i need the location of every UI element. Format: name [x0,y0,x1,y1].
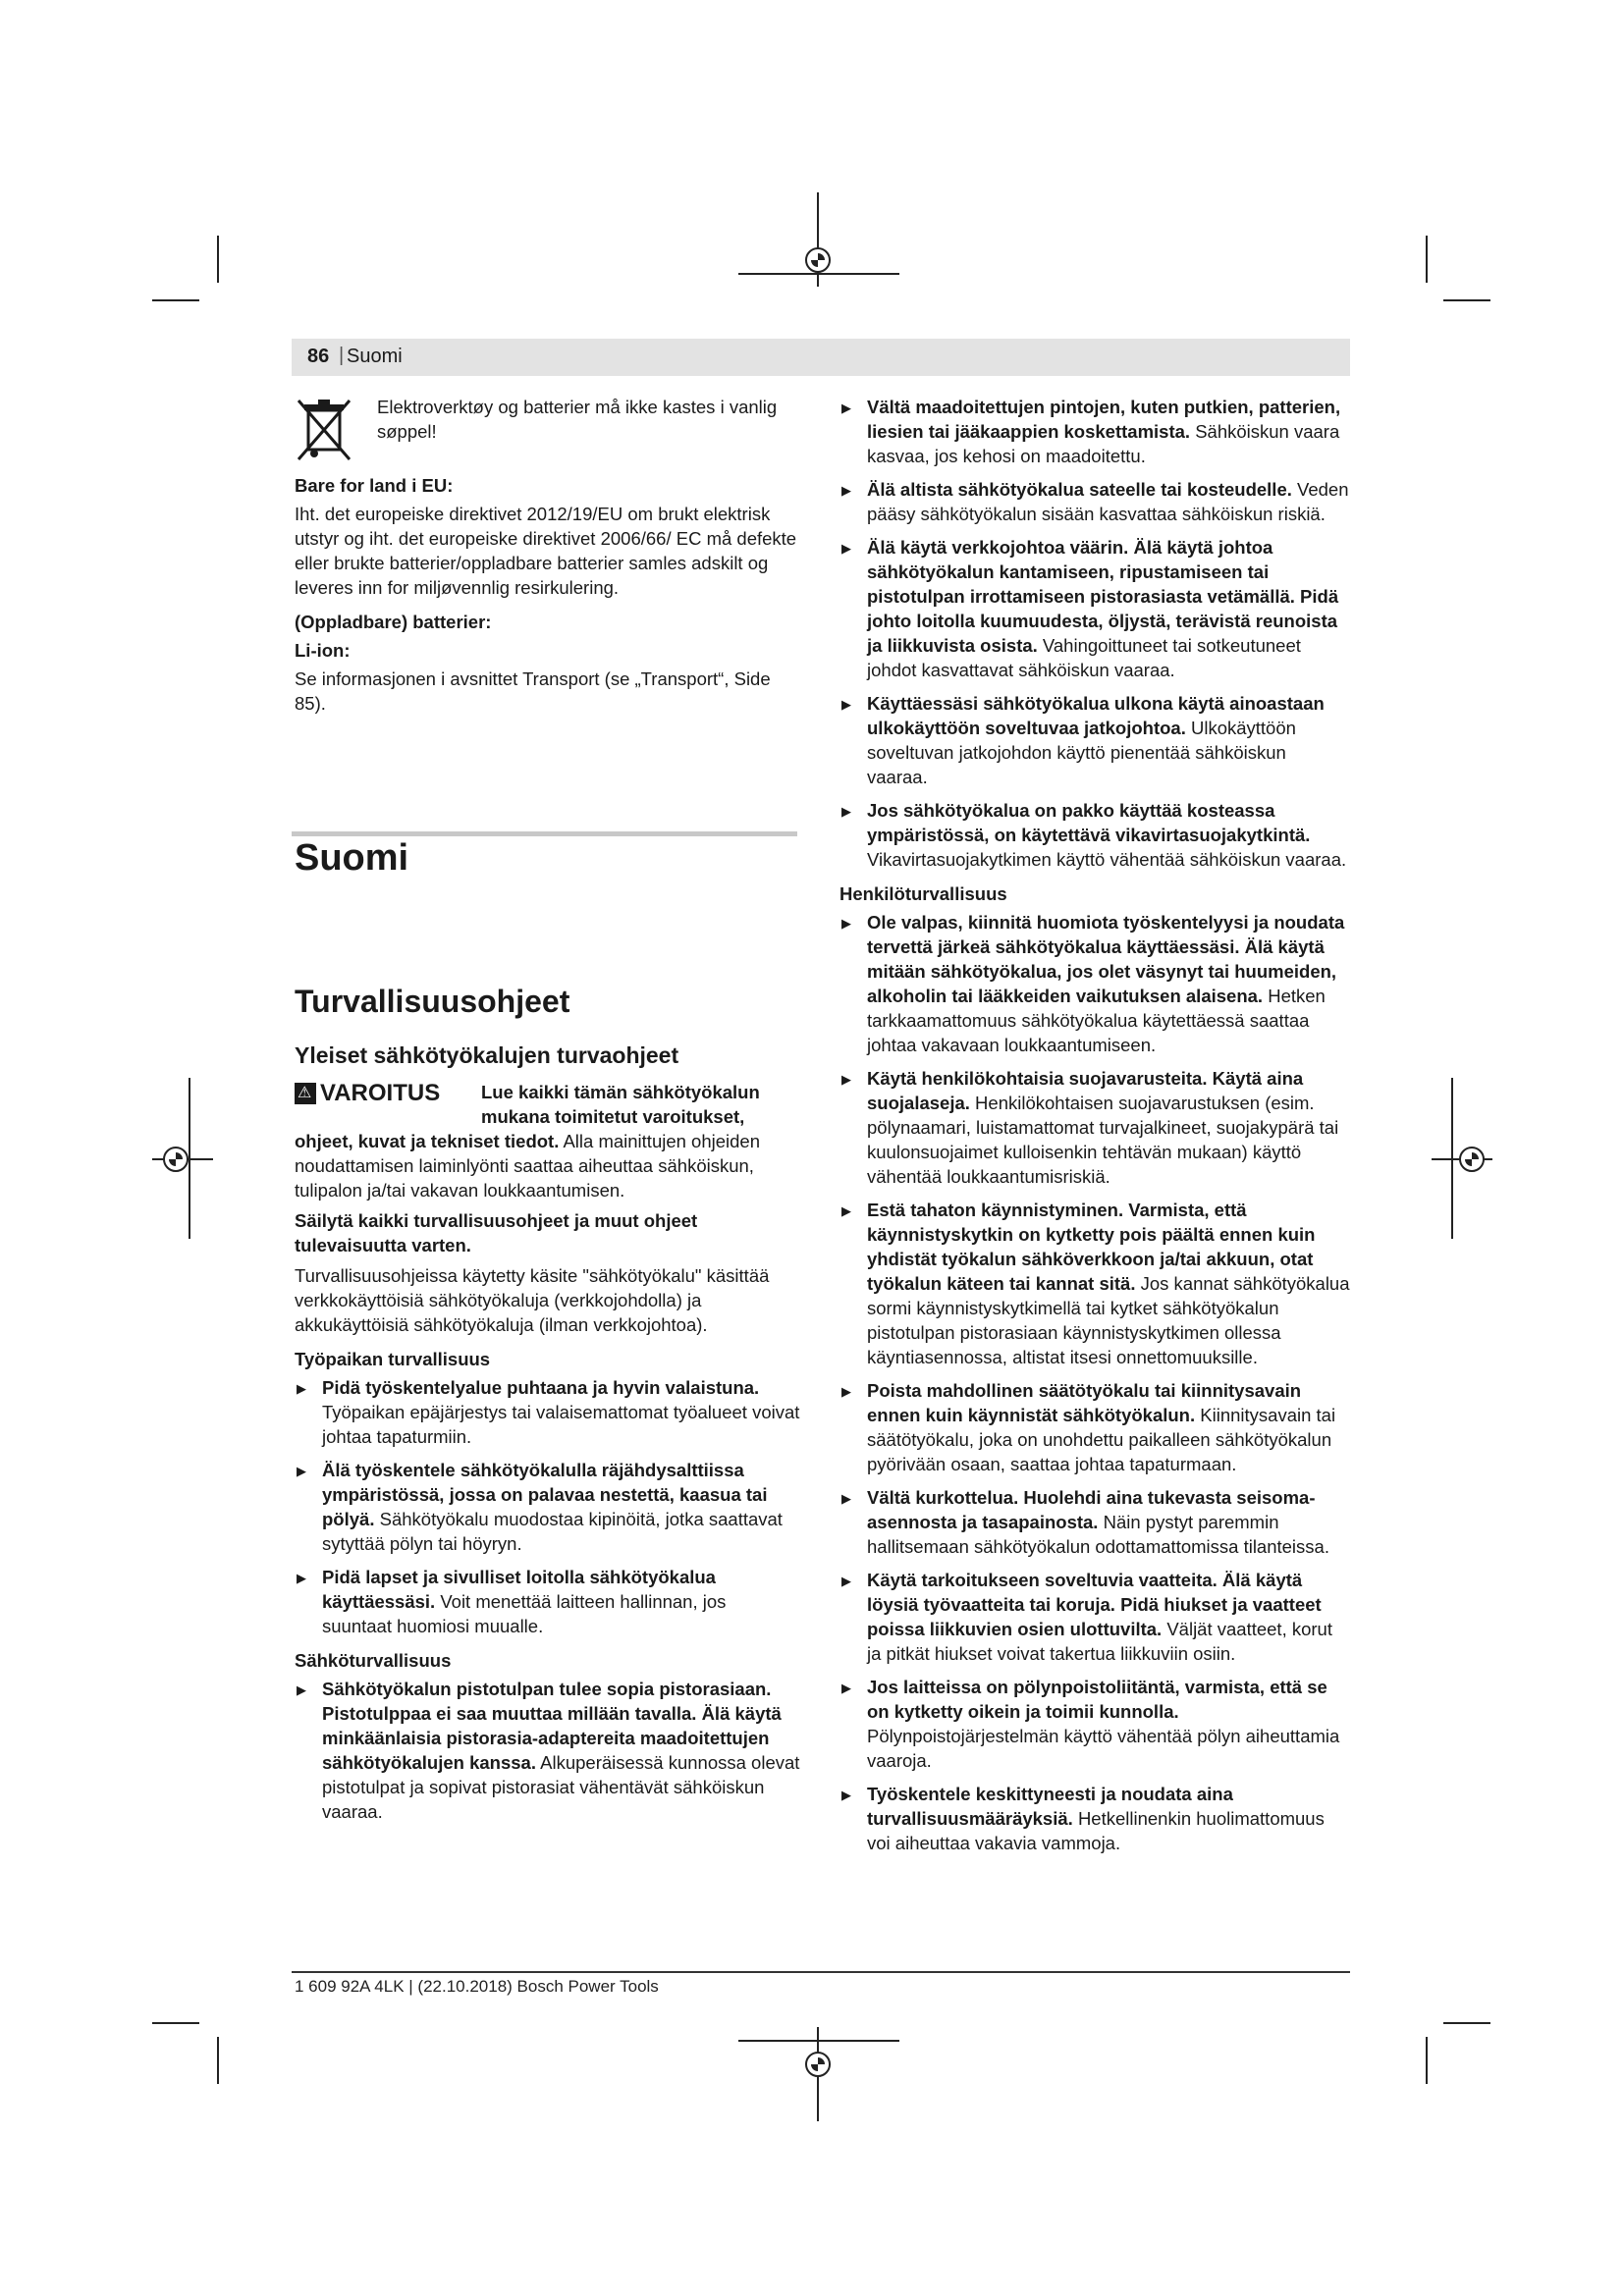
crop-mark-top-right-horizontal [1443,299,1490,301]
list-item: ▶ Käytä henkilökohtaisia suojavarusteita. Käytä aina suojalaseja. Henkilökohtaisen suojavarustuksen (esim. pölynaamari, luistamattomat turvajalkineet, suojakypärä tai kuulonsuojaimet kulloisenkin tehtävän mukaan) käyttö vähentää loukkaantumisriskiä. [839,1066,1350,1189]
list-item: ▶ Älä käytä verkkojohtoa väärin. Älä käytä johtoa sähkötyökalun kantamiseen, ripustamiseen tai pistotulpan irrottamiseen pistorasiasta vetämällä. Pidä johto loitolla kuumuudesta, öljystä, terävistä reunoista ja liikkuvista osista. Vahingoittuneet tai sotkeutuneet johdot kasvattavat sähköiskun vaaraa. [839,535,1350,682]
list-item: ▶ Poista mahdollinen säätötyökalu tai kiinnitysavain ennen kuin käynnistät sähkötyökalun. Kiinnitysavain tai säätötyökalu, joka on unohdettu paikalleen sähkötyökalun pyörivään osaan, saattaa johtaa tapaturmaan. [839,1378,1350,1476]
registration-mark-icon [163,1147,189,1172]
list-item: ▶ Älä altista sähkötyökalua sateelle tai kosteudelle. Veden pääsy sähkötyökalun sisään kasvattaa sähköiskun riskiä. [839,477,1350,526]
safety-title: Turvallisuusohjeet [295,984,570,1019]
warning-triangle-icon: ⚠ [295,1083,316,1104]
warning-label [295,1080,481,1107]
page-number: 86 [307,346,330,367]
term-definition: Turvallisuusohjeissa käytetty käsite "sähkötyökalu" käsittää verkkokäyttöisiä sähkötyökaluja (verkkojohdolla) ja akkukäyttöisiä sähkötyökaluja (ilman verkkojohtoa). [295,1265,770,1335]
list-item: ▶ Jos sähkötyökalua on pakko käyttää kosteassa ympäristössä, on käytettävä vikavirtasuojakytkintä. Vikavirtasuojakytkimen käyttö vähentää sähköiskun vaaraa. [839,798,1350,872]
keep-instructions: Säilytä kaikki turvallisuusohjeet ja muut ohjeet tulevaisuutta varten. [295,1210,698,1255]
list-item: ▶ Käytä tarkoitukseen soveltuvia vaatteita. Älä käytä löysiä työvaatteita tai koruja. Pidä hiukset ja vaatteet poissa liikkuvien osien ulottuvilta. Väljät vaatteet, korut ja pitkät hiukset voivat takertua liikkuviin osiin. [839,1568,1350,1666]
reg-top-horizontal [738,273,899,275]
section-title: Suomi [295,837,409,879]
registration-mark-icon [805,247,831,273]
liion-heading: Li-ion: [295,640,351,661]
personal-safety-heading: Henkilöturvallisuus [839,883,1007,904]
list-item: ▶ Vältä maadoitettujen pintojen, kuten putkien, patterien, liesien tai jääkaappien koskettamista. Sähköiskun vaara kasvaa, jos kehosi on maadoitettu. [839,395,1350,468]
warning-block [295,1080,800,1833]
left-column-top [295,395,800,723]
right-column [839,395,1350,1864]
registration-mark-icon [805,2052,831,2077]
crop-mark-top-left-vertical [217,236,219,283]
header-separator: | [339,345,345,366]
crop-mark-top-right-vertical [1426,236,1428,283]
liion-text: Se informasjonen i avsnittet Transport (se „Transport“, Side 85). [295,668,771,714]
weee-text: Elektroverktøy og batterier må ikke kastes i vanlig søppel! [377,397,778,442]
warning-bold-text: Lue kaikki tämän sähkötyökalun mukana toimitetut varoitukset, ohjeet, kuvat ja tekniset tiedot. [295,1082,760,1151]
list-item: ▶ Vältä kurkottelua. Huolehdi aina tukevasta seisoma-asennosta ja tasapainosta. Näin pystyt paremmin hallitsemaan sähkötyökalun odottamattomissa tilanteissa. [839,1485,1350,1559]
list-item: ▶ Käyttäessäsi sähkötyökalua ulkona käytä ainoastaan ulkokäyttöön soveltuvaa jatkojohtoa. Ulkokäyttöön soveltuvan jatkojohdon käyttö pienentää sähköiskun vaaraa. [839,691,1350,789]
eu-text: Iht. det europeiske direktivet 2012/19/EU om brukt elektrisk utstyr og iht. det europeiske direktivet 2006/66/ EC må defekte eller brukte batterier/oppladbare batterier samles adskilt og leveres inn for miljøvennlig resirkulering. [295,504,797,598]
registration-mark-icon [1459,1147,1485,1172]
warning-text: Alla mainittujen ohjeiden noudattamisen laiminlyönti saattaa aiheuttaa sähköiskun, tulipalon ja/tai vakavan loukkaantumisen. [295,1131,761,1201]
eu-heading: Bare for land i EU: [295,475,454,496]
list-item: ▶ Jos laitteissa on pölynpoistoliitäntä, varmista, että se on kytketty oikein ja toimii kunnolla. Pölynpoistojärjestelmän käyttö vähentää pölyn aiheuttamia vaaroja. [839,1675,1350,1773]
footer-rule [292,1971,1350,1973]
list-item: ▶ Älä työskentele sähkötyökalulla räjähdysalttiissa ympäristössä, jossa on palavaa nestettä, kaasua tai pölyä. Sähkötyökalu muodostaa kipinöitä, jotka saattavat sytyttää pölyn tai höyryn. [295,1458,800,1556]
crop-mark-bottom-right-horizontal [1443,2022,1490,2024]
list-item: ▶ Pidä lapset ja sivulliset loitolla sähkötyökalua käyttäessäsi. Voit menettää laitteen hallinnan, jos suuntaat huomiosi muualle. [295,1565,800,1638]
crop-mark-bottom-left-vertical [217,2037,219,2084]
crop-mark-top-left-horizontal [152,299,199,301]
crop-mark-bottom-right-vertical [1426,2037,1428,2084]
list-item: ▶ Ole valpas, kiinnitä huomiota työskentelyysi ja noudata tervettä järkeä sähkötyökalua käyttäessäsi. Älä käytä mitään sähkötyökalua, jos olet väsynyt tai huumeiden, alkoholin tai lääkkeiden vaikutuksen alaisena. Hetken tarkkaamattomuus sähkötyökalua käytettäessä saattaa johtaa vakavaan loukkaantumiseen. [839,910,1350,1057]
list-item: ▶ Pidä työskentelyalue puhtaana ja hyvin valaistuna. Työpaikan epäjärjestys tai valaisemattomat työalueet voivat johtaa tapaturmiin. [295,1375,800,1449]
warning-label-text: VAROITUS [320,1080,441,1106]
list-item: ▶ Sähkötyökalun pistotulpan tulee sopia pistorasiaan. Pistotulppaa ei saa muuttaa millään tavalla. Älä käytä minkäänlaisia pistorasia-adaptereita maadoitettujen sähkötyökalujen kanssa. Alkuperäisessä kunnossa olevat pistotulpat ja sopivat pistorasiat vähentävät sähköiskun vaaraa. [295,1677,800,1824]
list-item: ▶ Estä tahaton käynnistyminen. Varmista, että käynnistyskytkin on kytketty pois päältä ennen kuin yhdistät työkalun sähköverkkoon ja/tai akkuun, otat työkalun käteen tai kannat sitä. Jos kannat sähkötyökalua sormi käynnistyskytkimellä tai kytket sähkötyökalun pistotulpan pistorasiaan käynnistyskytkimen ollessa käyntiasennossa, altistat itsesi onnettomuuksille. [839,1198,1350,1369]
page-header [292,339,1350,376]
weee-block [295,395,800,463]
electrical-heading: Sähköturvallisuus [295,1650,452,1671]
list-item: ▶ Työskentele keskittyneesti ja noudata aina turvallisuusmääräyksiä. Hetkellinenkin huolimattomuus voi aiheuttaa vakavia vammoja. [839,1782,1350,1855]
header-language: Suomi [347,346,403,367]
crossed-out-wheelie-bin-icon [295,395,353,463]
reg-bottom-horizontal [738,2040,899,2042]
section-divider [292,831,797,836]
work-area-heading: Työpaikan turvallisuus [295,1349,491,1369]
battery-heading: (Oppladbare) batterier: [295,612,492,632]
page-footer: 1 609 92A 4LK | (22.10.2018) Bosch Power Tools [295,1977,659,1996]
crop-mark-bottom-left-horizontal [152,2022,199,2024]
general-safety-title: Yleiset sähkötyökalujen turvaohjeet [295,1042,679,1068]
